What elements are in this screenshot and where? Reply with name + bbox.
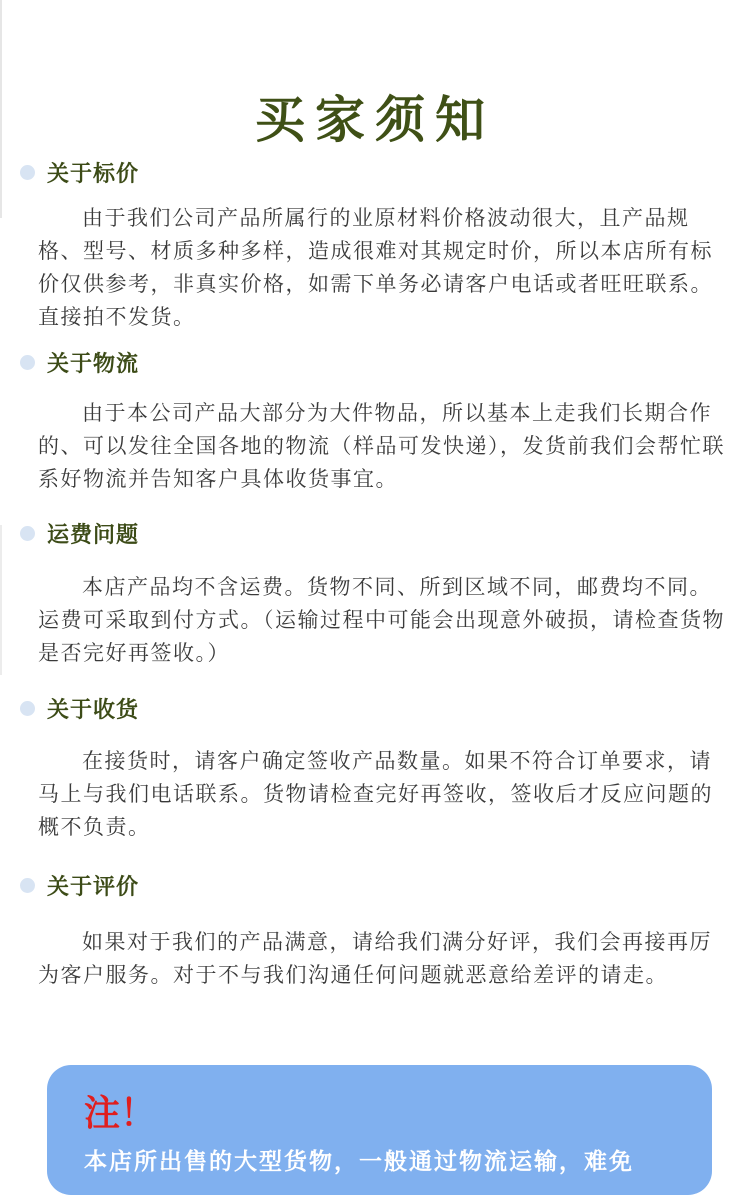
section-body-text: 在接货时，请客户确定签收产品数量。如果不符合订单要求，请马上与我们电话联系。货物请检查完好再签收，签收后才反应问题的概不负责。 [38, 749, 713, 839]
section-heading-text: 关于标价 [47, 161, 140, 187]
note-box [47, 1065, 712, 1195]
bullet-dot-icon [20, 355, 35, 370]
left-edge-line [0, 525, 2, 675]
section-heading-text: 关于物流 [47, 351, 140, 377]
bullet-dot-icon [20, 878, 35, 893]
section-body-text: 由于本公司产品大部分为大件物品，所以基本上走我们长期合作的、可以发往全国各地的物流（样品可发快递），发货前我们会帮忙联系好物流并告知客户具体收货事宜。 [38, 401, 725, 491]
section-heading [20, 868, 139, 902]
section-heading-text: 关于评价 [47, 874, 140, 900]
note-text: 本店所出售的大型货物，一般通过物流运输，难免 [84, 1149, 634, 1175]
note-title: 注！ [84, 1093, 157, 1134]
section-heading [20, 516, 139, 550]
section-heading [20, 155, 139, 189]
section-heading-text: 关于收货 [47, 697, 140, 723]
section-heading-text: 运费问题 [47, 522, 140, 548]
section-body-text: 本店产品均不含运费。货物不同、所到区域不同，邮费均不同。运费可采取到付方式。（运输过程中可能会出现意外破损，请检查货物是否完好再签收。） [38, 575, 725, 665]
bullet-dot-icon [20, 165, 35, 180]
page-title: 买家须知 [255, 90, 495, 149]
section-body-text: 由于我们公司产品所属行的业原材料价格波动很大，且产品规格、型号、材质多种多样，造成很难对其规定时价，所以本店所有标价仅供参考，非真实价格，如需下单务必请客户电话或者旺旺联系。直接拍不发货。 [38, 206, 713, 329]
section-body-text: 如果对于我们的产品满意，请给我们满分好评，我们会再接再厉为客户服务。对于不与我们沟通任何问题就恶意给差评的请走。 [38, 930, 712, 987]
bullet-dot-icon [20, 526, 35, 541]
section-heading [20, 691, 139, 725]
bullet-dot-icon [20, 701, 35, 716]
section-heading [20, 345, 139, 379]
